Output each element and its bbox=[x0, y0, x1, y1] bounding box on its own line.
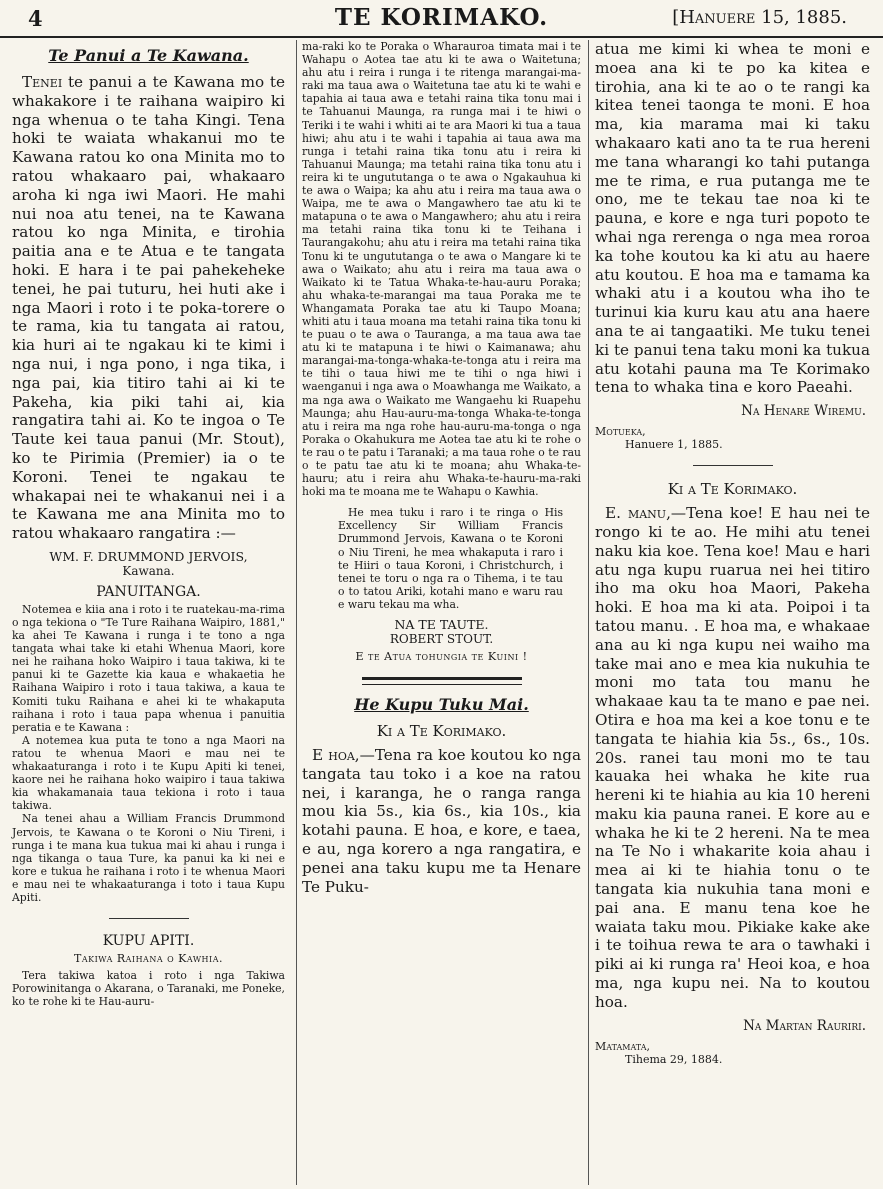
page-number: 4 bbox=[28, 6, 43, 31]
lead-word: E hoa, bbox=[312, 746, 360, 765]
god-save-the-queen: E te Atua tohungia te Kuini ! bbox=[355, 650, 528, 664]
column-3 bbox=[588, 40, 874, 1185]
letters-heading: He Kupu Tuku Mai. bbox=[354, 695, 529, 715]
proclamation-para-2: A notemea kua puta te tono a nga Maori na ratou te whenua Maori e mau nei te whakaaturanga i roto i te Kupu Apiti ki tenei, kaore nei he raihana hoko waipiro i taua takiwa kia whakamanaia taua tekiona i roto i taua takiwa. bbox=[12, 733, 285, 813]
letter-place-2: Matamata, bbox=[595, 1039, 650, 1053]
panuitanga-heading: PANUITANGA. bbox=[96, 583, 201, 600]
kupu-apiti-subheading: Takiwa Raihana o Kawhia. bbox=[74, 952, 223, 966]
boundary-description: ma-raki ko te Poraka o Wharauroa timata mai i te Wahapu o Aotea tae atu ki te awa o Waitetuna; ahu atu i reira i runga i te ritenga marangai-ma-raki ma taua awa o Waitetuna tae atu ki te wahi e tapahia ai taua awa e tetahi raina tika tonu mai i te Tahuanui Maunga, ra runga mai i te hiwi o Teriki i te wahi i whiti ai te ara Maori ki tua a taua hiwi; ahu atu i te wahi i tapahia ai taua awa ma runga i tetahi raina tika tonu atu i reira ki Tahuanui Maunga; ma tetahi raina tika tonu atu i reira ki te ungututanga o te awa o Ngakauhua ki te awa o Waipa; ka ahu atu i reira ma taua awa o Waipa, me te awa o Mangawhero tae atu ki te matapuna o te awa o Mangawhero; ahu atu i reira ma tetahi raina tika tonu ki te Teihana i Taurangakohu; ahu atu i reira ma tetahi raina tika Tonu ki te ungututanga o te awa o Mangare ki te awa o Waikato; ahu atu i reira ma taua awa o Waikato ki te Tatua Whaka-te-hau-auru Poraka; ahu whaka-te-marangai ma taua Poraka me te Whangamata Poraka tae atu ki Taupo Moana; whiti atu i taua moana ma tetahi raina tika tonu ki te puau o te awa o Tauranga, a ma taua awa tae atu ki te matapuna i te hiwi o Kaimanawa; ahu marangai-ma-tonga-whaka-te-tonga atu i reira ma te tihi o taua hiwi me te tihi o nga hiwi i waenganui i nga awa o Moawhanga me Waikato, a ma nga awa o Waikato me Wangaehu ki Ruapehu Maunga; ahu Hau-auru-ma-tonga Whaka-te-tonga atu i reira ma nga rohe hau-auru-ma-tonga o nga Poraka o Okahukura me Aotea tae atu ki te rohe o te rau o te patu i Taranaki; a ma taua rohe o te rau o te patu tae atu ki te moana; ahu Whaka-te-hauru; atu i reira ahu Whaka-te-hauru-ma-raki hoki ma te moana me te Wahapu o Kawhia. bbox=[302, 40, 581, 499]
lead-word: Tenei bbox=[22, 73, 63, 91]
kupu-apiti-para: Tera takiwa katoa i roto i nga Takiwa Porowinitanga o Akarana, o Taranaki, me Poneke, ko te rohe ki te Hau-auru- bbox=[12, 969, 285, 1009]
lead-word: E. manu, bbox=[605, 504, 671, 523]
newspaper-title: TE KORIMAKO. bbox=[334, 4, 549, 31]
body-text: —Tena ra koe koutou ko nga tangata tau toko i a koe na ratou nei, i karanga, he o ranga ranga mou kia 5s., kia 6s., kia 10s., kia kotahi pauna. E hoa, e kore, e taea, e au, nga korero a nga rangatira, e penei ana taku kupu me ta Henare Te Puku- bbox=[302, 746, 582, 896]
divider bbox=[693, 465, 773, 466]
column-2 bbox=[296, 40, 586, 1185]
column-1 bbox=[8, 40, 291, 1185]
proclamation-para-3: Na tenei ahau a William Francis Drummond Jervois, te Kawana o te Koroni o Niu Tireni, i runga i te mana kua tukua mai ki ahau i runga i nga tikanga o taua Ture, ka panui ka ki nei e kore e tukua he raihana i roto i te whenua Maori e mau nei te whakaaturanga i toto i taua Kupu Apiti. bbox=[12, 812, 285, 904]
governor-title: Kawana. bbox=[122, 563, 175, 578]
masthead bbox=[0, 0, 883, 38]
letter-place-1: Motueka, bbox=[595, 425, 646, 439]
letter-signature-2: Na Martan Rauriri. bbox=[743, 1017, 866, 1034]
proclamation-para-1: Notemea e kiia ana i roto i te ruatekau-ma-rima o nga tekiona o "Te Ture Raihana Waipiro, 1881," ka ahei Te Kawana i runga i te tono a nga tangata whai take ki etahi Whenua Maori, kore nei he raihana hoko Waipiro i taua takiwa, ki te panui ki te Gazette kia kaua e whakaetia he Raihana Waipiro i roto i taua takiwa, a kaua te Komiti tuku Raihana e ahei ki te whakaputa raihana i roto i taua papa whenua i panuitia peratia e te Kawana : bbox=[12, 602, 285, 734]
divider bbox=[109, 918, 189, 919]
proclamation-seal-text: He mea tuku i raro i te ringa o His Excellency Sir William Francis Drummond Jervois, Kawana o te Koroni o Niu Tireni, he mea whakaputa i raro i te Hiiri o taua Koroni, i Christchurch, i tenei te toru o nga ra o Tihema, i te tau o to tatou Ariki, kotahi mano e waru rau e waru tekau ma wha. bbox=[338, 506, 563, 611]
thick-divider bbox=[362, 677, 522, 685]
premier-signature-1: NA TE TAUTE. bbox=[394, 617, 489, 633]
letter-addressee-2: Ki a Te Korimako. bbox=[667, 480, 798, 499]
governor-signature: WM. F. DRUMMOND JERVOIS, bbox=[49, 548, 248, 564]
letter-signature-1: Na Henare Wiremu. bbox=[741, 403, 866, 420]
letter-body-1-cont: atua me kimi ki whea te moni e moea ana ki te po ka kitea e tirohia, ana ki te ao o te rangi ka kitea tenei taonga te moni. E hoa ma, kia marama mai ki taku whakaaro kati ano ta te rua hereni me tana wharangi ko tahi putanga me te rima, e rua putanga me te ono, me te tekau tae noa ki te pauna, e kore e nga turi popoto te whai nga rerenga o nga mea roroa ka tohe koutou ka ki atu au haere atu koutou. E hoa ma e tamama ka whaki atu i a koutou wha iho te turinui kia kuru kau atu ana haere ana te ai tangaatiki. Me tuku tenei ki te panui tena taku moni ka tukua atu kotahi pauna ma Te Korimako tena to whaka tina e koro Paeahi. bbox=[595, 40, 870, 397]
letter-date-1: Hanuere 1, 1885. bbox=[625, 438, 723, 452]
letter-date-2: Tihema 29, 1884. bbox=[625, 1052, 723, 1066]
letter-body-2 bbox=[595, 504, 870, 1012]
issue-date: [Hanuere 15, 1885. bbox=[672, 7, 847, 28]
letter-body-1 bbox=[302, 746, 581, 896]
kupu-apiti-heading: KUPU APITI. bbox=[102, 933, 195, 950]
article-heading-panui: Te Panui a Te Kawana. bbox=[48, 46, 249, 65]
premier-signature-2: ROBERT STOUT. bbox=[389, 632, 494, 647]
body-text: —Tena koe! E hau nei te rongo ki te ao. He mihi atu tenei naku kia koe. Tena koe! Mau e hari atu nga kupu ruarua nei hei titiro iho ma oku hoa Maori, Pakeha hoki. E hoa ma ki ata. Poipoi i ta tatou manu. . E hoa ma, e whakaae ana au ki nga kupu nei waiho ma take mai ano e mea kia nukuhia te moni mo tata tou manu he whakaae kau ta te mano e pae nei. Otira e hoa ma kei a koe tonu e te tangata te hiahia kia 5s., 6s., 10s. 20s. ranei tau moni mo te tau kauaka hei whaka he kite rua hereni ki te hiahia au kia 10 hereni maku kia pauna ranei. E kore au e whaka he ki te 2 hereni. Na te mea na Te No i whakarite koia ahau i mea ai ki te hiahia tonu o te tangata kia nukuhia tana moni e pai ana. E manu tena koe he waiata taku mou. Pikiake kake ake i te toihua rewa te ara o tawhaki i piki ai ki runga ra' Heoi koa, e hoa ma, nga kupu nei. Na to koutou hoa. bbox=[595, 504, 870, 1011]
body-text: te panui a te Kawana mo te whakakore i te raihana waipiro ki nga whenua o te taha Kingi. Tena hoki te waiata whakanui mo te Kawana ratou ko ona Minita mo to ratou whakaaro pai, whakaaro aroha ki nga iwi Maori. He mahi nui noa atu tenei, na te Kawana ratou ko nga Minita, e tirohia paitia ana e te Atua e te tangata hoki. E hara i te pai pahekeheke tenei, he pai tuturu, hei huti ake i nga Maori i roto i te poka-torere o te rama, kia tu tangata ai ratou, kia huri ai te ngakau ki te kimi i nga nui, i nga pono, i nga tika, i nga pai, kia titiro tahi ai ki te Pakeha, kia piki tahi ai, kia rangatira tahi ai. Ko te ingoa o Te Taute kei taua panui (Mr. Stout), ko te Pirimia (Premier) ia o te Koroni. Tenei te ngakau te whakapai nei te whakanui nei i a te Kawana me ana Minita mo to ratou whakaaro rangatira :— bbox=[12, 73, 285, 543]
letter-addressee: Ki a Te Korimako. bbox=[376, 722, 507, 741]
article-body-panui bbox=[12, 73, 285, 543]
